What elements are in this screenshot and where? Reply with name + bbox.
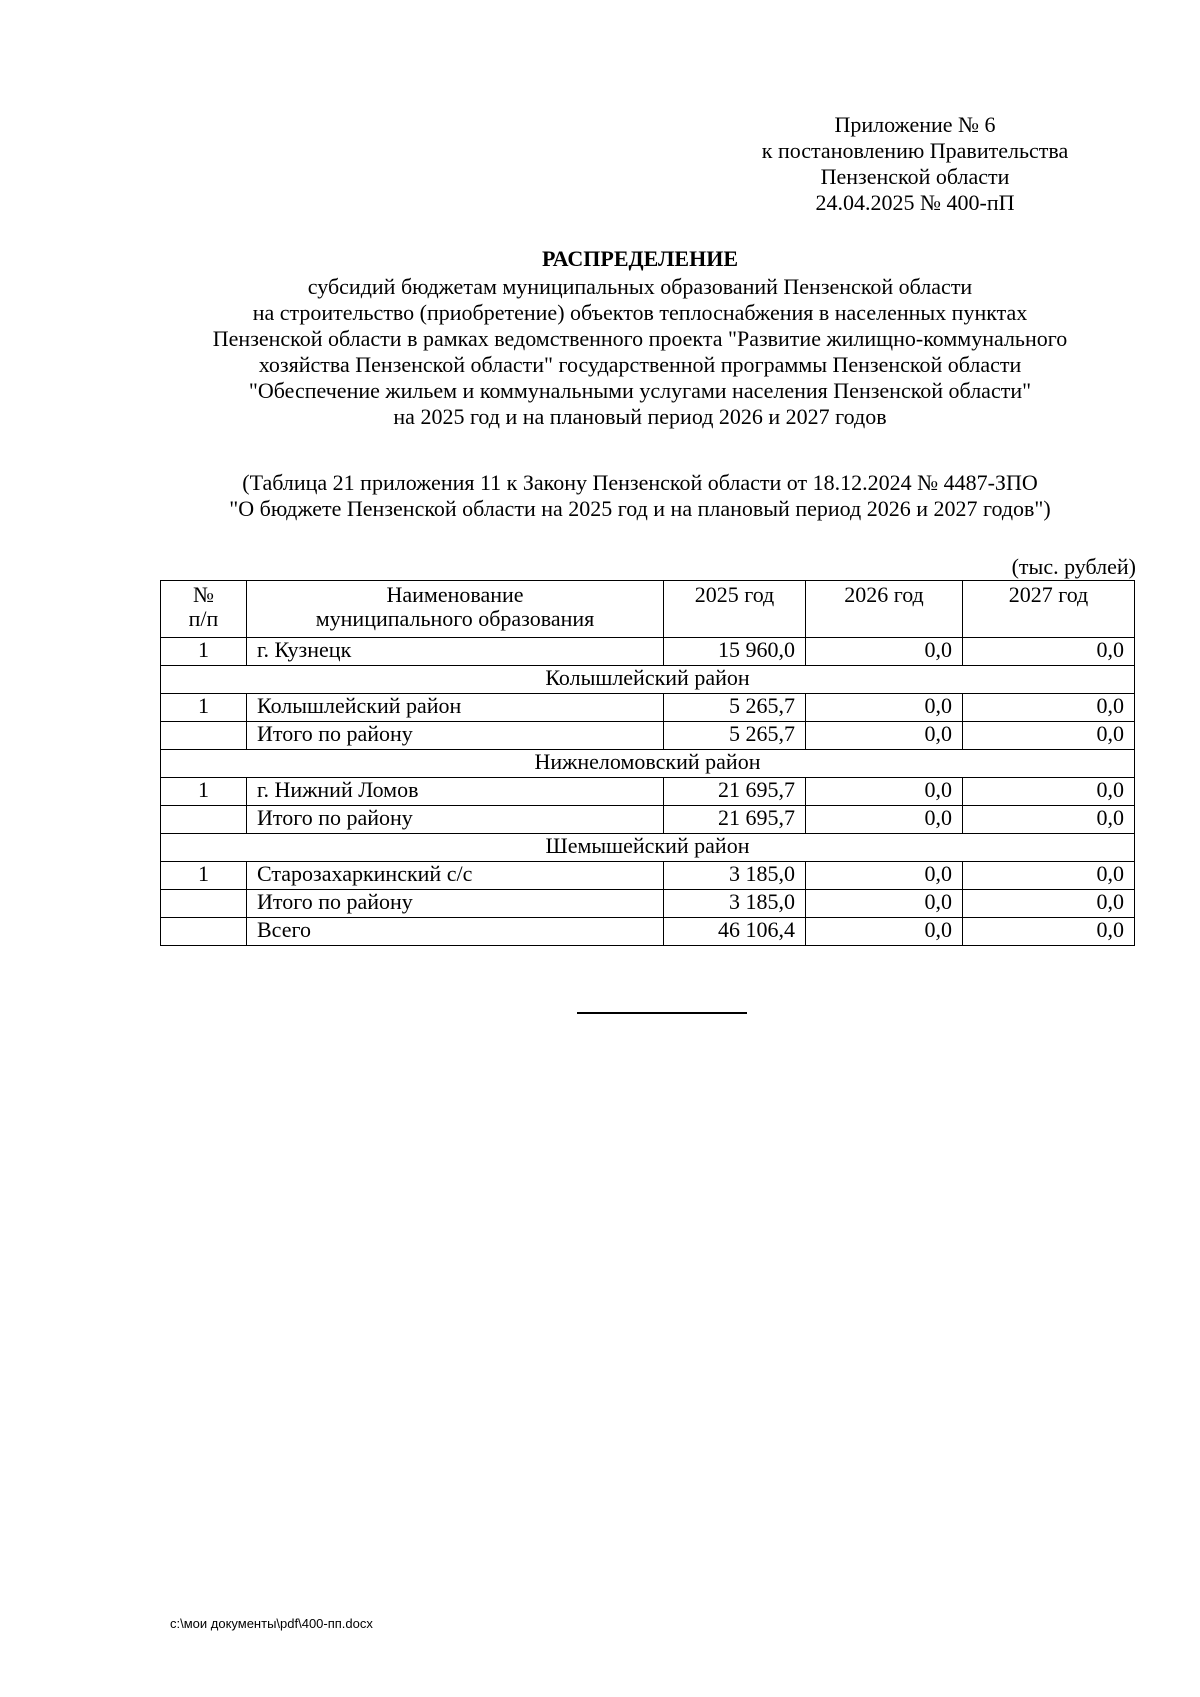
row-name: Всего [247, 918, 664, 946]
row-value-2025: 3 185,0 [664, 890, 806, 918]
row-value-2025: 46 106,4 [664, 918, 806, 946]
header-2027: 2027 год [963, 581, 1135, 638]
subtotal-row [161, 890, 1135, 918]
table-header-row [161, 581, 1135, 638]
row-number [161, 806, 247, 834]
subtotal-row [161, 722, 1135, 750]
total-row [161, 918, 1135, 946]
row-number: 1 [161, 778, 247, 806]
row-value-2026: 0,0 [806, 806, 963, 834]
row-value-2025: 5 265,7 [664, 694, 806, 722]
header-name-line: Наименование [386, 582, 524, 607]
title-line: на 2025 год и на плановый период 2026 и 2027 годов [393, 404, 887, 429]
title-line: Пензенской области в рамках ведомственного проекта "Развитие жилищно-коммунального [212, 326, 1068, 351]
header-name-line: муниципального образования [315, 606, 595, 631]
district-name: Колышлейский район [161, 666, 1135, 694]
row-name: Итого по району [247, 806, 664, 834]
table-row [161, 638, 1135, 666]
row-name: г. Кузнецк [247, 638, 664, 666]
appendix-number: Приложение № 6 [834, 112, 996, 137]
row-value-2025: 3 185,0 [664, 862, 806, 890]
row-number [161, 890, 247, 918]
appendix-region: Пензенской области [820, 164, 1010, 189]
row-value-2027: 0,0 [963, 890, 1135, 918]
row-name: г. Нижний Ломов [247, 778, 664, 806]
district-row [161, 834, 1135, 862]
row-name: Колышлейский район [247, 694, 664, 722]
header-2025: 2025 год [664, 581, 806, 638]
row-value-2025: 15 960,0 [664, 638, 806, 666]
district-row [161, 750, 1135, 778]
row-number: 1 [161, 694, 247, 722]
appendix-resolution: к постановлению Правительства [761, 138, 1069, 163]
source-line: "О бюджете Пензенской области на 2025 год и на плановый период 2026 и 2027 годов") [229, 496, 1051, 521]
row-number: 1 [161, 862, 247, 890]
row-name: Старозахаркинский с/с [247, 862, 664, 890]
source-line: (Таблица 21 приложения 11 к Закону Пензенской области от 18.12.2024 № 4487-ЗПО [242, 470, 1038, 495]
row-value-2026: 0,0 [806, 638, 963, 666]
district-name: Нижнеломовский район [161, 750, 1135, 778]
title-line: хозяйства Пензенской области" государственной программы Пензенской области [258, 352, 1022, 377]
row-value-2027: 0,0 [963, 862, 1135, 890]
row-number [161, 722, 247, 750]
row-value-2025: 21 695,7 [664, 778, 806, 806]
table-row [161, 778, 1135, 806]
appendix-block [720, 112, 1110, 216]
header-number-line: № [193, 582, 214, 607]
units-note: (тыс. рублей) [1011, 554, 1136, 579]
document-title [150, 246, 1130, 430]
header-2026: 2026 год [806, 581, 963, 638]
row-value-2026: 0,0 [806, 890, 963, 918]
row-value-2026: 0,0 [806, 722, 963, 750]
source-reference [150, 470, 1130, 522]
title-line: "Обеспечение жильем и коммунальными услугами населения Пензенской области" [248, 378, 1032, 403]
row-value-2026: 0,0 [806, 694, 963, 722]
district-name: Шемышейский район [161, 834, 1135, 862]
row-number: 1 [161, 638, 247, 666]
header-name [247, 581, 664, 638]
table-row [161, 694, 1135, 722]
distribution-table [160, 580, 1135, 946]
district-row [161, 666, 1135, 694]
row-value-2026: 0,0 [806, 918, 963, 946]
row-value-2027: 0,0 [963, 778, 1135, 806]
row-value-2025: 21 695,7 [664, 806, 806, 834]
file-path-footer: c:\мои документы\pdf\400-пп.docx [170, 1616, 373, 1631]
row-value-2025: 5 265,7 [664, 722, 806, 750]
appendix-date-number: 24.04.2025 № 400-пП [815, 190, 1015, 215]
row-value-2026: 0,0 [806, 862, 963, 890]
title-line: на строительство (приобретение) объектов теплоснабжения в населенных пунктах [252, 300, 1028, 325]
subtotal-row [161, 806, 1135, 834]
row-name: Итого по району [247, 890, 664, 918]
row-value-2027: 0,0 [963, 638, 1135, 666]
title-line: субсидий бюджетам муниципальных образований Пензенской области [307, 274, 973, 299]
header-number-line: п/п [188, 606, 219, 631]
row-value-2027: 0,0 [963, 918, 1135, 946]
row-value-2027: 0,0 [963, 694, 1135, 722]
row-name: Итого по району [247, 722, 664, 750]
title-heading: РАСПРЕДЕЛЕНИЕ [541, 246, 738, 271]
header-number [161, 581, 247, 638]
row-value-2027: 0,0 [963, 722, 1135, 750]
row-value-2027: 0,0 [963, 806, 1135, 834]
row-number [161, 918, 247, 946]
closing-rule [577, 1012, 747, 1014]
table-row [161, 862, 1135, 890]
row-value-2026: 0,0 [806, 778, 963, 806]
